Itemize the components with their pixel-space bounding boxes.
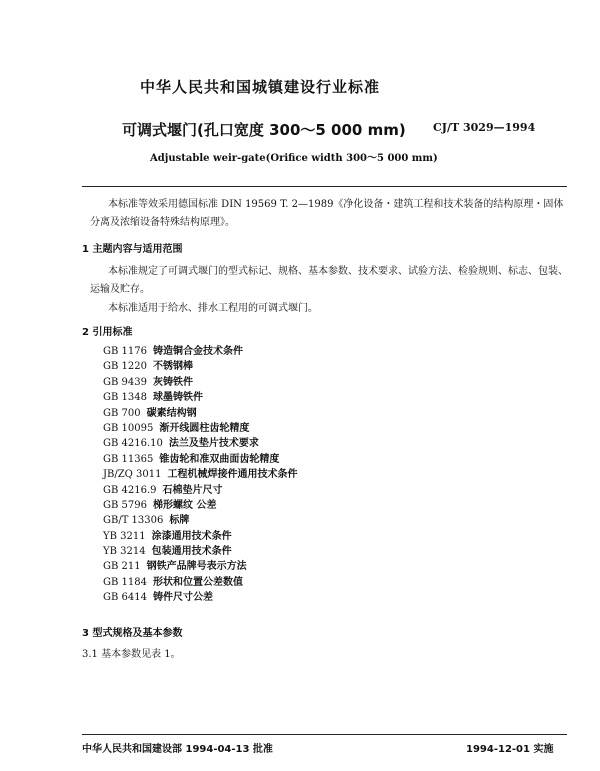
- reference-item: [103, 359, 298, 374]
- standard-title: 可调式堰门(孔口宽度 300～5 000 mm): [122, 121, 406, 139]
- reference-title: 铸造铜合金技术条件: [152, 346, 243, 357]
- reference-item: [103, 513, 298, 528]
- reference-code: GB 700: [103, 407, 141, 419]
- reference-list: [103, 344, 298, 606]
- approval-line: 中华人民共和国建设部 1994-04-13 批准: [82, 744, 273, 755]
- reference-item: [103, 436, 298, 451]
- reference-item: [103, 590, 298, 605]
- reference-code: JB/ZQ 3011: [103, 469, 162, 481]
- reference-item: [103, 390, 298, 405]
- section-1-paragraph-1: 本标准规定了可调式堰门的型式标记、规格、基本参数、技术要求、试验方法、检验规则、标志、包装、运输及贮存。: [90, 266, 568, 295]
- reference-title: 铸件尺寸公差: [152, 592, 213, 604]
- reference-item: [103, 544, 298, 559]
- reference-item: [103, 452, 298, 467]
- reference-title: 梯形螺纹 公差: [152, 499, 217, 511]
- reference-code: YB 3211: [103, 530, 146, 542]
- reference-title: 法兰及垫片技术要求: [168, 438, 259, 450]
- reference-code: GB 11365: [103, 453, 154, 465]
- reference-item: [103, 375, 298, 390]
- standard-code: CJ/T 3029—1994: [433, 121, 536, 134]
- reference-code: YB 3214: [103, 546, 146, 558]
- reference-title: 包装通用技术条件: [151, 546, 232, 558]
- reference-code: GB 4216.9: [103, 484, 157, 496]
- reference-code: GB 1176: [103, 346, 147, 357]
- reference-title: 涂漆通用技术条件: [151, 530, 232, 542]
- reference-title: 石棉垫片尺寸: [162, 484, 223, 496]
- reference-code: GB 1348: [103, 392, 147, 404]
- reference-item: [103, 421, 298, 436]
- reference-title: 球墨铸铁件: [152, 392, 203, 404]
- reference-title: 碳素结构钢: [146, 407, 197, 419]
- reference-title: 渐开线圆柱齿轮精度: [159, 422, 250, 434]
- section-1-heading: 1 主题内容与适用范围: [82, 244, 183, 255]
- reference-item: [103, 559, 298, 574]
- section-1-paragraph-2: 本标准适用于给水、排水工程用的可调式堰门。: [108, 303, 318, 314]
- reference-code: GB 9439: [103, 376, 147, 388]
- reference-title: 不锈钢棒: [152, 361, 193, 373]
- reference-title: 标牌: [169, 515, 190, 527]
- reference-code: GB 1184: [103, 576, 147, 588]
- english-subtitle: Adjustable weir-gate(Orifice width 300～5 000 mm): [150, 153, 438, 164]
- issuer-heading: 中华人民共和国城镇建设行业标准: [139, 78, 380, 96]
- reference-code: GB 4216.10: [103, 438, 163, 450]
- section-2-heading: 2 引用标准: [82, 327, 133, 338]
- reference-code: GB 211: [103, 561, 141, 573]
- section-3-1-text: 3.1 基本参数见表 1。: [82, 649, 181, 660]
- implementation-date: 1994-12-01 实施: [466, 744, 554, 755]
- reference-title: 灰铸铁件: [152, 376, 193, 388]
- reference-item: [103, 483, 298, 498]
- reference-code: GB 5796: [103, 499, 147, 511]
- reference-title: 钢铁产品牌号表示方法: [146, 561, 247, 573]
- reference-item: [103, 498, 298, 513]
- intro-paragraph: 本标准等效采用德国标准 DIN 19569 T. 2—1989《净化设备・建筑工程和技术装备的结构原理・固体分离及浓缩设备特殊结构原理》。: [90, 199, 564, 228]
- reference-item: [103, 575, 298, 590]
- reference-item: [103, 406, 298, 421]
- reference-code: GB 1220: [103, 361, 147, 373]
- section-3-heading: 3 型式规格及基本参数: [82, 628, 183, 639]
- reference-title: 工程机械焊接件通用技术条件: [167, 469, 298, 481]
- reference-code: GB/T 13306: [103, 515, 164, 527]
- reference-item: [103, 467, 298, 482]
- reference-item: [103, 344, 298, 359]
- top-divider: [82, 186, 567, 187]
- bottom-divider: [82, 734, 567, 735]
- reference-title: 形状和位置公差数值: [152, 576, 243, 588]
- reference-code: GB 10095: [103, 422, 154, 434]
- reference-code: GB 6414: [103, 592, 147, 604]
- reference-item: [103, 529, 298, 544]
- reference-title: 锥齿轮和准双曲面齿轮精度: [159, 453, 280, 465]
